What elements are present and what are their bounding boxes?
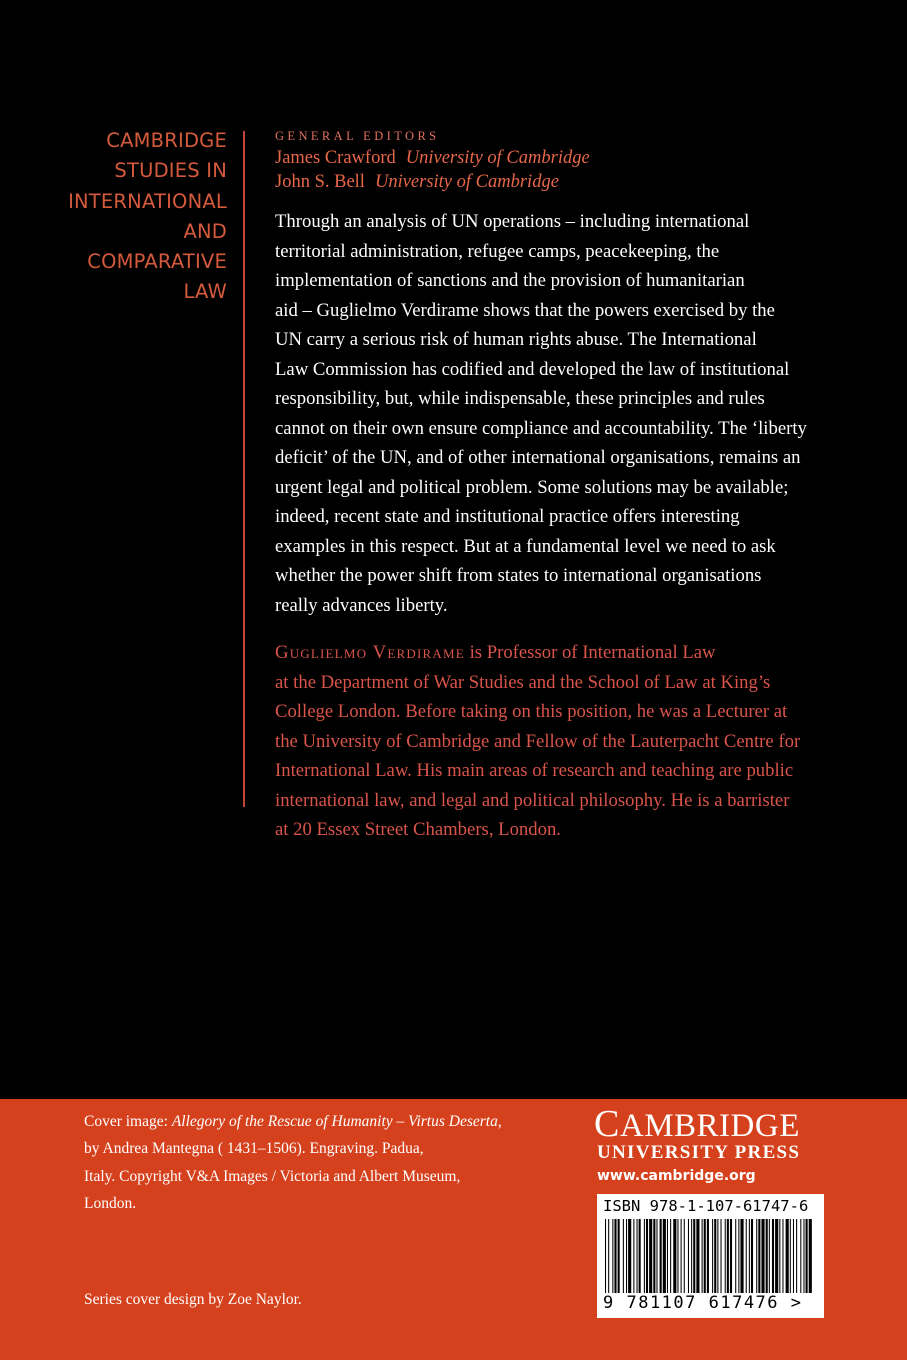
barcode-bar bbox=[663, 1219, 666, 1293]
barcode-bar bbox=[612, 1219, 613, 1293]
editor-name: John S. Bell bbox=[275, 172, 365, 192]
barcode-bar bbox=[730, 1219, 732, 1293]
barcode-bar bbox=[681, 1219, 682, 1293]
barcode-bar bbox=[707, 1219, 709, 1293]
barcode-bar bbox=[746, 1219, 747, 1293]
author-bio bbox=[275, 638, 835, 845]
series-line: INTERNATIONAL bbox=[68, 189, 227, 213]
blurb-line: aid – Guglielmo Verdirame shows that the powers exercised by the bbox=[275, 299, 775, 321]
credit-line: Italy. Copyright V&A Images / Victoria and Albert Museum, bbox=[84, 1167, 461, 1185]
barcode-bar bbox=[756, 1219, 757, 1293]
barcode-bar bbox=[717, 1219, 718, 1293]
barcode-bar bbox=[786, 1219, 789, 1293]
book-blurb bbox=[275, 207, 835, 620]
barcode-bar bbox=[696, 1219, 699, 1293]
publisher-press: UNIVERSITY PRESS bbox=[597, 1142, 801, 1163]
barcode-bar bbox=[673, 1219, 676, 1293]
barcode-bar bbox=[735, 1219, 736, 1293]
vertical-rule bbox=[243, 131, 245, 807]
series-line: COMPARATIVE bbox=[87, 250, 227, 274]
barcode-bar bbox=[644, 1219, 645, 1293]
credit-line: by Andrea Mantegna ( 1431–1506). Engraving. Padua, bbox=[84, 1140, 424, 1158]
bio-line bbox=[275, 638, 835, 668]
barcode-bar bbox=[782, 1219, 783, 1293]
blurb-line: whether the power shift from states to international organisations bbox=[275, 565, 762, 586]
blurb-line: responsibility, but, while indispensable, these principles and rules bbox=[275, 388, 765, 409]
barcode-bar bbox=[653, 1219, 655, 1293]
barcode-bar bbox=[769, 1219, 770, 1293]
logo-name: AMBRIDGE bbox=[619, 1108, 800, 1144]
blurb-line: Through an analysis of UN operations – including international bbox=[275, 211, 750, 232]
isbn-label: ISBN 978-1-107-61747-6 bbox=[603, 1197, 809, 1215]
barcode-bar bbox=[714, 1219, 716, 1293]
barcode-bar bbox=[766, 1219, 768, 1293]
barcode-bar bbox=[761, 1219, 764, 1293]
credit-line bbox=[84, 1108, 504, 1135]
blurb-line: Law Commission has codified and developed the law of institutional bbox=[275, 358, 790, 380]
barcode-bar bbox=[626, 1219, 627, 1293]
bio-line: the University of Cambridge and Fellow of the Lauterpacht Centre for bbox=[275, 730, 801, 752]
barcode-bar bbox=[790, 1219, 791, 1293]
cover-credit bbox=[84, 1108, 504, 1217]
barcode-bar bbox=[738, 1219, 739, 1293]
barcode-bar bbox=[667, 1219, 668, 1293]
credit-line: London. bbox=[84, 1194, 137, 1212]
barcode-bar bbox=[803, 1219, 804, 1293]
credit-prefix: Cover image: bbox=[84, 1113, 172, 1130]
blurb-line: examples in this respect. But at a fundamental level we need to ask bbox=[275, 535, 776, 557]
editor-affiliation: University of Cambridge bbox=[405, 148, 590, 168]
bio-first-line: is Professor of International Law bbox=[464, 642, 716, 663]
barcode-bar bbox=[721, 1219, 722, 1293]
barcode-bar bbox=[608, 1219, 609, 1293]
editor-name: James Crawford bbox=[275, 148, 396, 168]
barcode-bar bbox=[688, 1219, 689, 1293]
barcode-bar bbox=[740, 1219, 743, 1293]
barcode-bar bbox=[725, 1219, 726, 1293]
editor-entry bbox=[275, 172, 559, 193]
barcode-bar bbox=[806, 1219, 808, 1293]
barcode-bar bbox=[749, 1219, 750, 1293]
series-line: CAMBRIDGE bbox=[106, 129, 227, 152]
blurb-line: really advances liberty. bbox=[275, 594, 448, 616]
barcode-bar bbox=[793, 1219, 794, 1293]
barcode-bar bbox=[660, 1219, 662, 1293]
editor-entry bbox=[275, 148, 590, 169]
blurb-line: indeed, recent state and institutional practice offers interesting bbox=[275, 506, 740, 527]
blurb-line: cannot on their own ensure compliance and accountability. The ‘liberty bbox=[275, 417, 807, 439]
barcode-bar bbox=[691, 1219, 692, 1293]
publisher-logo bbox=[594, 1105, 800, 1145]
barcode-bar bbox=[646, 1219, 648, 1293]
series-title bbox=[68, 126, 227, 308]
barcode-bar bbox=[628, 1219, 631, 1293]
barcode-bar bbox=[704, 1219, 706, 1293]
barcode-bar bbox=[605, 1219, 606, 1293]
barcode-bar bbox=[800, 1219, 801, 1293]
publisher-url: www.cambridge.org bbox=[597, 1168, 756, 1184]
barcode-bar bbox=[702, 1219, 703, 1293]
series-line: STUDIES IN bbox=[114, 159, 227, 183]
credit-title-suffix: , bbox=[497, 1113, 502, 1130]
barcode-bar bbox=[809, 1219, 812, 1293]
design-credit: Series cover design by Zoe Naylor. bbox=[84, 1291, 302, 1308]
barcode-bar bbox=[618, 1219, 620, 1293]
barcode-bar bbox=[772, 1219, 774, 1293]
artwork-title: Allegory of the Rescue of Humanity – Virtus Deserta bbox=[171, 1113, 498, 1130]
barcode-bar bbox=[758, 1219, 760, 1293]
barcode-bar bbox=[775, 1219, 778, 1293]
author-name: Guglielmo Verdirame bbox=[275, 642, 465, 663]
barcode-bar bbox=[779, 1219, 780, 1293]
editors-heading: GENERAL EDITORS bbox=[275, 129, 440, 143]
blurb-line: territorial administration, refugee camps, peacekeeping, the bbox=[275, 240, 720, 262]
barcode-bar bbox=[639, 1219, 641, 1293]
barcode-bar bbox=[623, 1219, 624, 1293]
blurb-line: deficit’ of the UN, and of other international organisations, remains an bbox=[275, 447, 801, 468]
series-line: AND bbox=[183, 219, 227, 243]
bio-line: at the Department of War Studies and the School of Law at King’s bbox=[275, 671, 771, 693]
bio-line: international law, and legal and political philosophy. He is a barrister bbox=[275, 789, 790, 811]
bio-line: College London. Before taking on this position, he was a Lecturer at bbox=[275, 701, 788, 722]
editor-affiliation: University of Cambridge bbox=[374, 172, 559, 192]
bio-line: at 20 Essex Street Chambers, London. bbox=[275, 819, 561, 840]
barcode-bar bbox=[670, 1219, 671, 1293]
barcode-bar bbox=[751, 1219, 753, 1293]
barcode-bar bbox=[637, 1219, 638, 1293]
bio-line: International Law. His main areas of research and teaching are public bbox=[275, 760, 794, 781]
barcode-bar bbox=[727, 1219, 729, 1293]
barcode-bar bbox=[677, 1219, 678, 1293]
barcode-bar bbox=[633, 1219, 634, 1293]
blurb-line: urgent legal and political problem. Some solutions may be available; bbox=[275, 476, 789, 498]
barcode-bar bbox=[693, 1219, 695, 1293]
barcode-bar bbox=[796, 1219, 797, 1293]
barcode-bar bbox=[649, 1219, 652, 1293]
logo-initial: C bbox=[594, 1103, 620, 1145]
barcode-bar bbox=[712, 1219, 713, 1293]
barcode-bar bbox=[684, 1219, 685, 1293]
barcode-digits: 9 781107 617476 > bbox=[603, 1293, 803, 1313]
barcode-bar bbox=[656, 1219, 657, 1293]
barcode-bar bbox=[614, 1219, 616, 1293]
barcode-bars bbox=[603, 1219, 817, 1293]
series-line: LAW bbox=[183, 280, 227, 304]
blurb-line: UN carry a serious risk of human rights abuse. The International bbox=[275, 329, 757, 350]
blurb-line: implementation of sanctions and the provision of humanitarian bbox=[275, 270, 745, 291]
